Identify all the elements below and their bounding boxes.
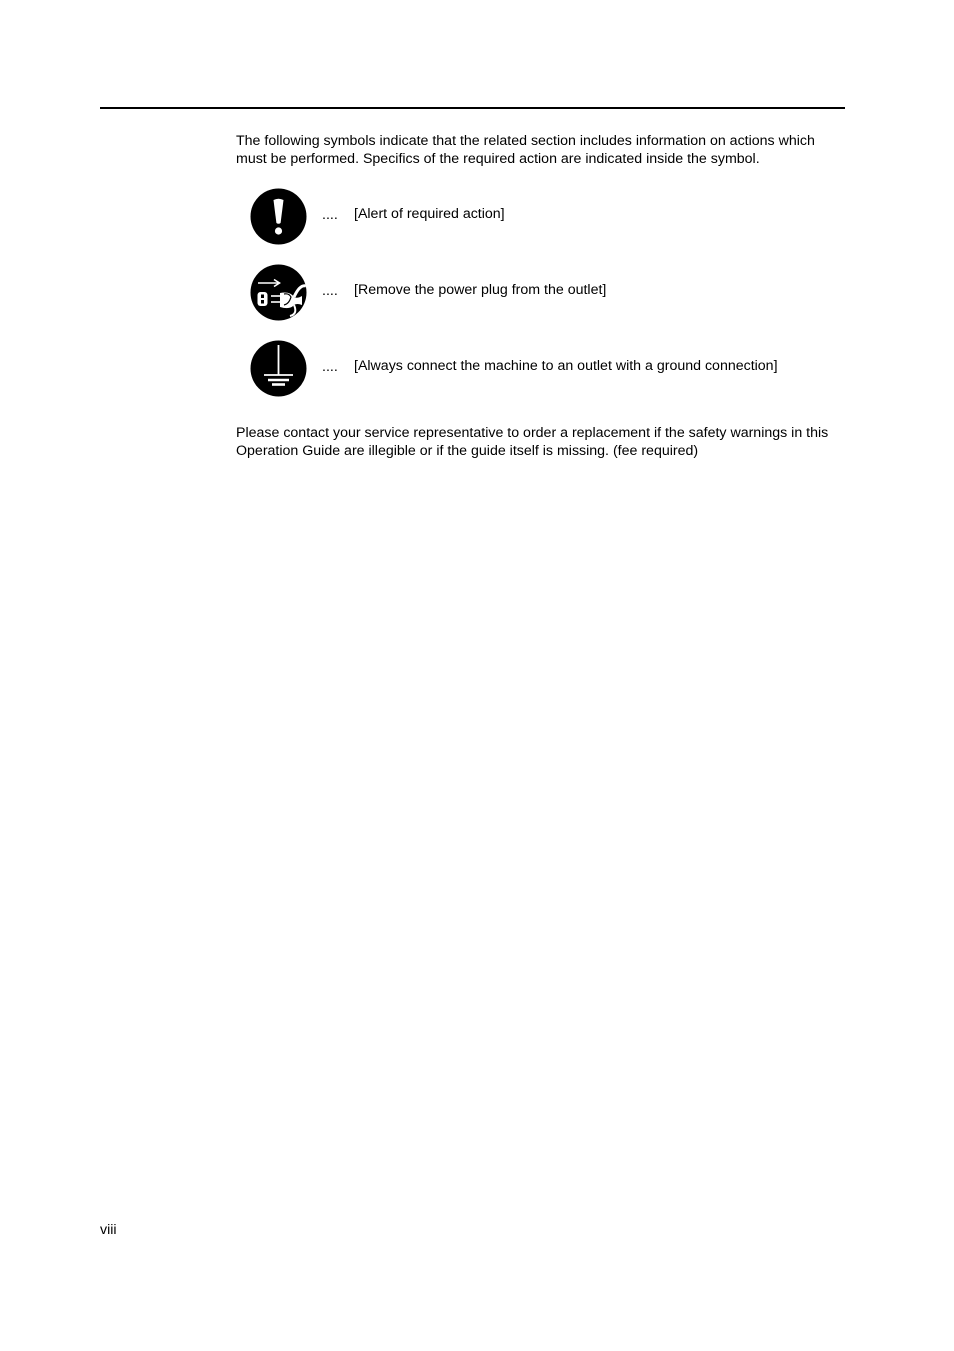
page-number: viii [100,1222,117,1238]
symbol-row-unplug [250,264,850,322]
unplug-power-icon [250,264,307,321]
intro-paragraph: The following symbols indicate that the related section includes information on actions which must be performed. Specifics of the required action are indicated inside the symbol. [236,133,815,167]
symbol-row-alert [250,188,850,246]
ground-connection-icon [250,340,307,397]
leader-dots: .... [322,359,338,375]
leader-dots: .... [322,283,338,299]
header-rule [100,107,845,109]
symbol-label: [Alert of required action] [354,206,505,222]
symbol-label: [Always connect the machine to an outlet with a ground connection] [354,358,778,374]
exclamation-mandatory-icon [250,188,307,245]
outro-paragraph: Please contact your service representative to order a replacement if the safety warnings in this Operation Guide are illegible or if the guide itself is missing. (fee required) [236,425,829,459]
leader-dots: .... [322,207,338,223]
symbol-row-ground [250,340,850,398]
symbol-label: [Remove the power plug from the outlet] [354,282,607,298]
